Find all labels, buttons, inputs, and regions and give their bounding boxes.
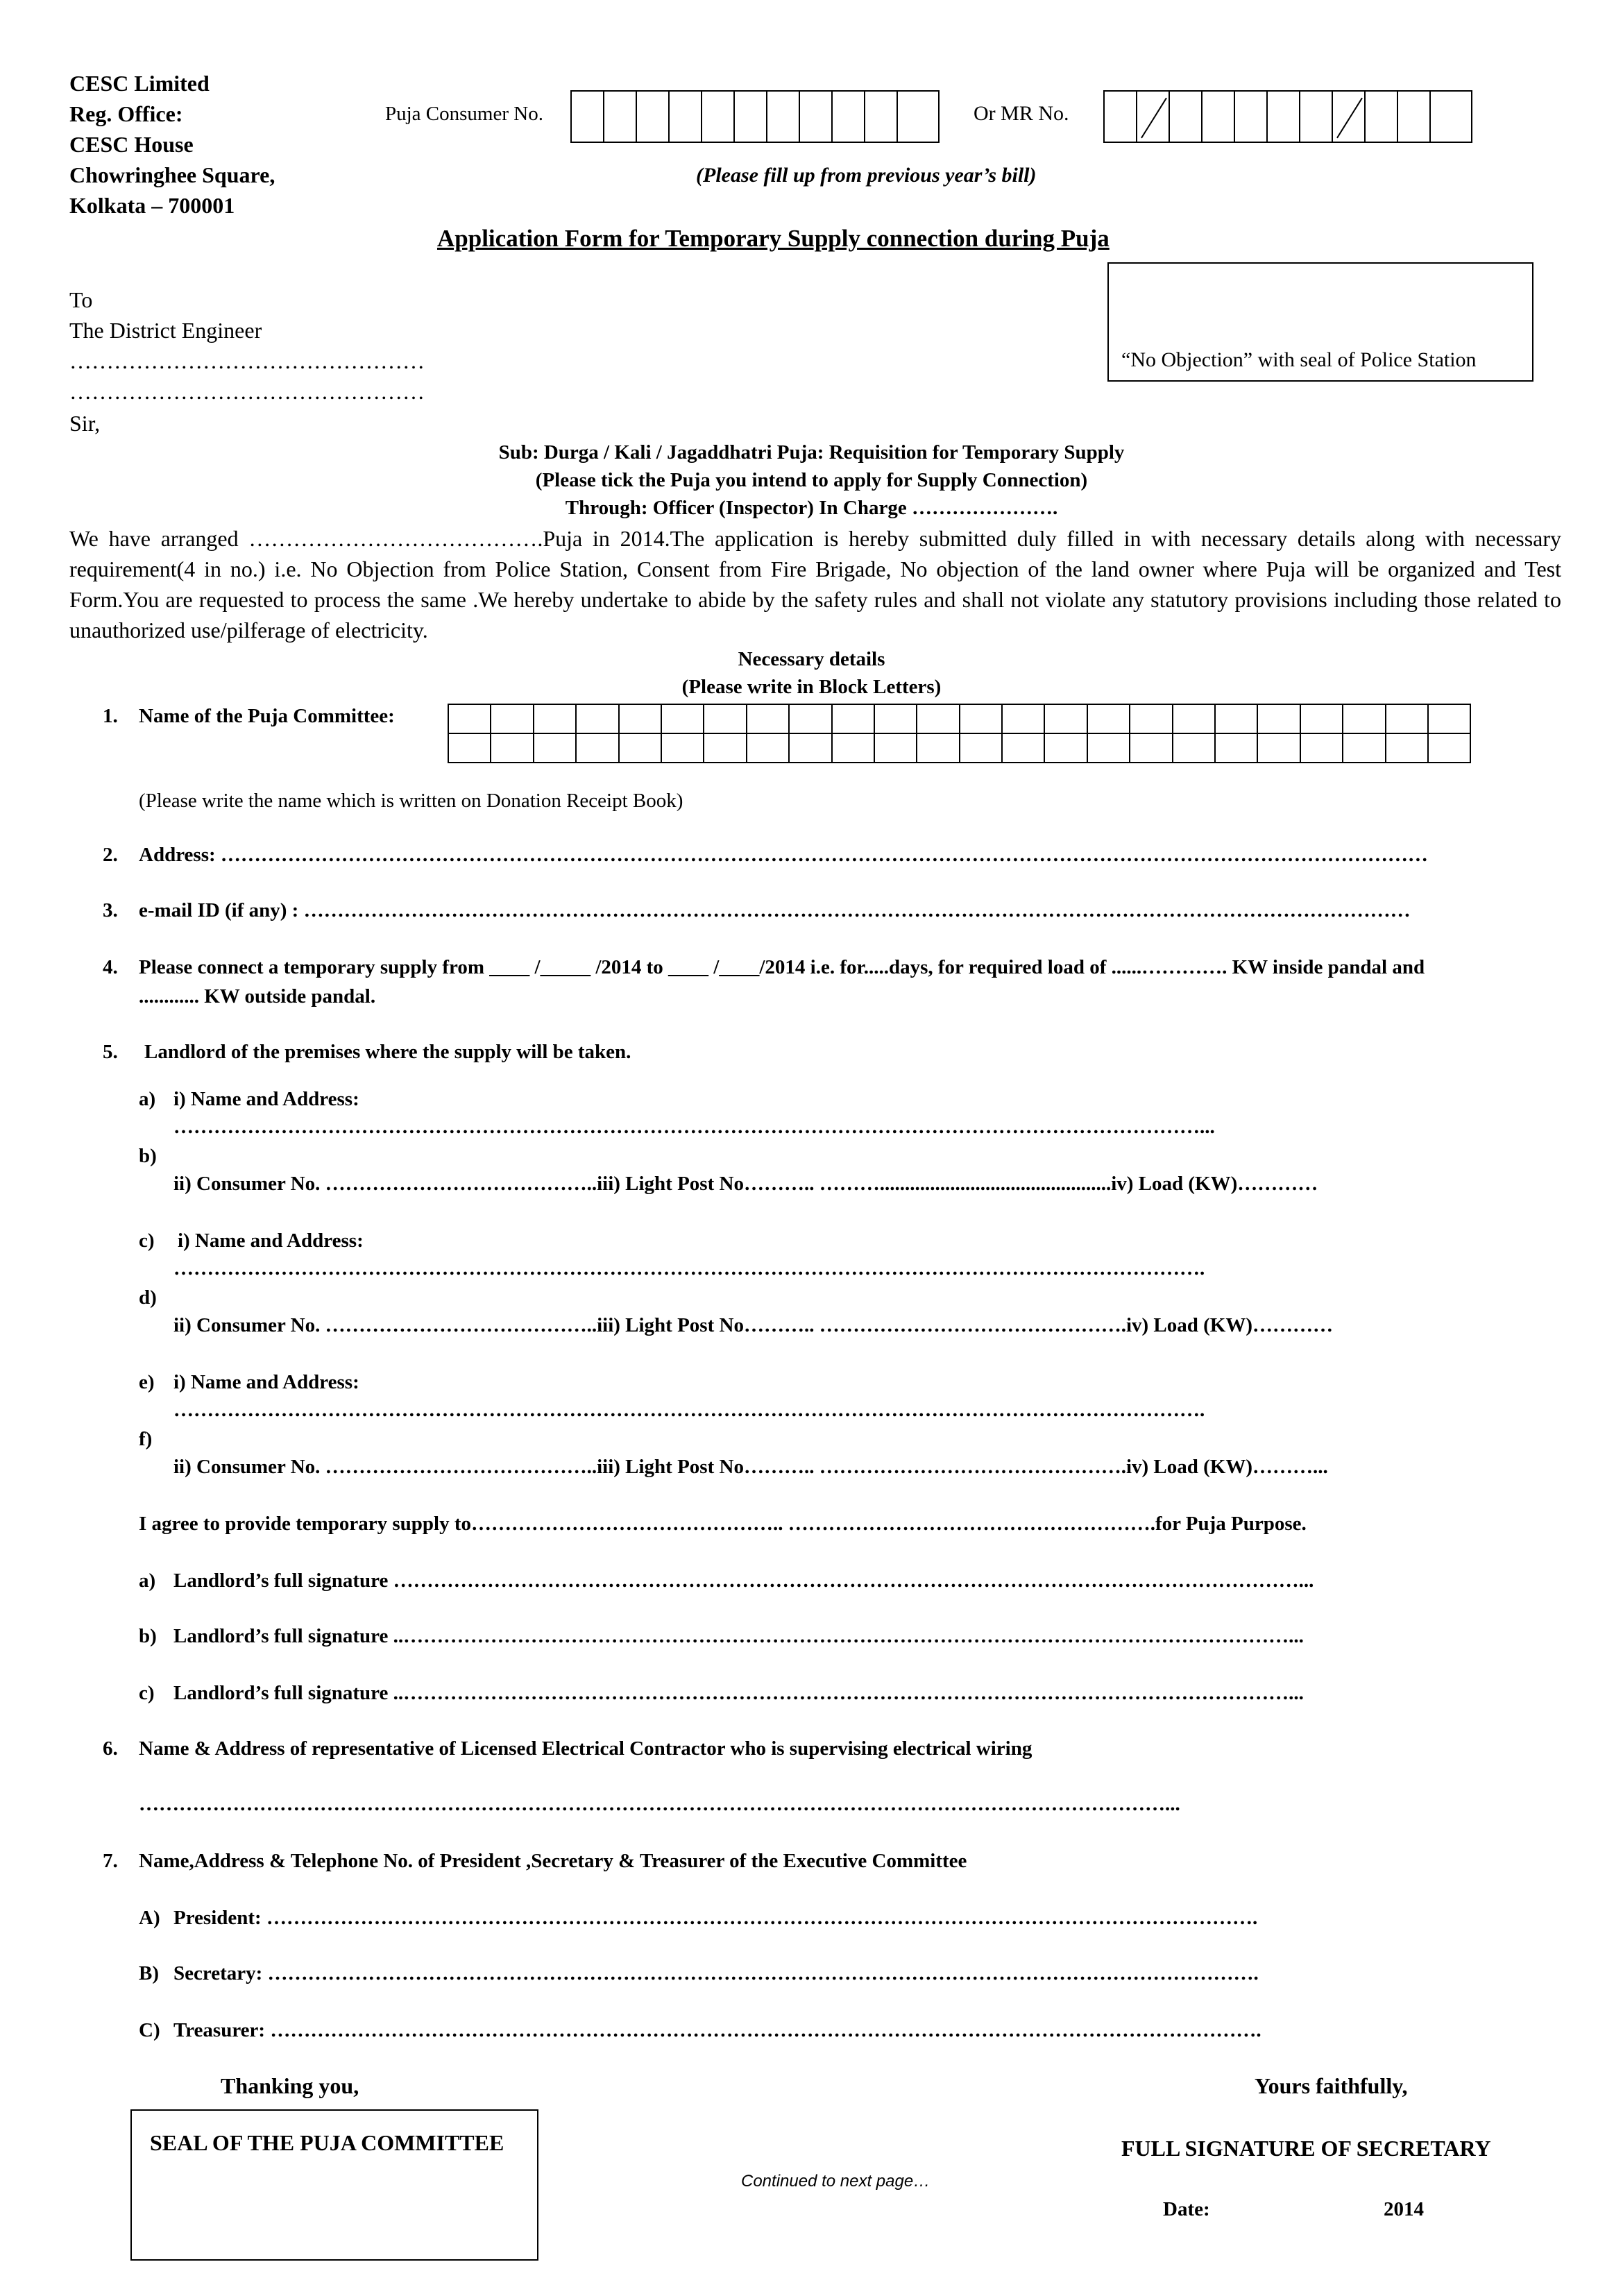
addressee-line-1[interactable]: …………………………………………	[69, 348, 425, 373]
puja-consumer-number-boxes[interactable]	[570, 90, 940, 143]
landlord-1-details-field[interactable]: ii) Consumer No. …………………………………..iii) Light Post No……….. ………..............................................iv) Load (KW)…………	[173, 1173, 1318, 1195]
landlord-1-letter-2: b)	[139, 1145, 157, 1167]
landlord-2-letter-2: d)	[139, 1286, 157, 1309]
company-city: Kolkata – 700001	[69, 193, 235, 218]
landlord-3-name-label: i) Name and Address:	[173, 1371, 359, 1393]
company-street: Chowringhee Square,	[69, 162, 275, 187]
police-noc-label: “No Objection” with seal of Police Station	[1121, 348, 1477, 371]
mr-no-label: Or MR No.	[974, 102, 1069, 125]
item-6-label: Name & Address of representative of Licensed Electrical Contractor who is supervising electrical wiring	[139, 1737, 1033, 1760]
committee-name-grid[interactable]	[448, 704, 1471, 763]
secretary-letter: B)	[139, 1962, 159, 1984]
police-noc-box[interactable]	[1107, 262, 1533, 382]
form-title: Application Form for Temporary Supply connection during Puja	[437, 225, 1110, 252]
item-5-label: Landlord of the premises where the supply will be taken.	[144, 1041, 631, 1063]
item-2-number: 2.	[103, 844, 118, 866]
landlord-3-letter: e)	[139, 1371, 155, 1393]
item-5-number: 5.	[103, 1041, 118, 1063]
item-3-number: 3.	[103, 899, 118, 921]
date-year[interactable]: 2014	[1384, 2198, 1424, 2220]
email-field[interactable]: e-mail ID (if any) : …………………………………………………………………………………………………………………………………………………	[139, 899, 1411, 921]
outside-load-field[interactable]: ............ KW outside pandal.	[139, 985, 376, 1007]
landlord-3-letter-2: f)	[139, 1428, 153, 1450]
subject-through: Through: Officer (Inspector) In Charge ………………….	[565, 497, 1058, 519]
landlord-1-name-field[interactable]: ………………………………………………………………………………………………………………………………………...	[173, 1116, 1215, 1138]
landlord-2-name-field[interactable]: ……………………………………………………………………………………………………………………………………….	[173, 1257, 1205, 1279]
treasurer-letter: C)	[139, 2019, 160, 2041]
signature-b-letter: b)	[139, 1625, 157, 1647]
secretary-field[interactable]: Secretary: ………………………………………………………………………………………………………………………………….	[173, 1962, 1259, 1984]
reg-office-label: Reg. Office:	[69, 101, 183, 126]
item-1-note: (Please write the name which is written on Donation Receipt Book)	[139, 790, 683, 812]
addressee-to: To	[69, 287, 93, 312]
item-1-number: 1.	[103, 705, 118, 727]
supply-period-field[interactable]: Please connect a temporary supply from ____ /_____ /2014 to ____ /____/2014 i.e. for.....days, for required load of ......…………. KW inside pandal and	[139, 956, 1425, 978]
details-heading: Necessary details	[738, 648, 885, 670]
signature-a-letter: a)	[139, 1570, 156, 1592]
secretary-signature-label: FULL SIGNATURE OF SECRETARY	[1121, 2136, 1491, 2161]
thanking-you: Thanking you,	[221, 2073, 359, 2098]
date-label: Date:	[1163, 2198, 1210, 2220]
puja-seal-box[interactable]	[130, 2109, 538, 2261]
body-paragraph: We have arranged ………………………………….Puja in 2014.The application is hereby submitted duly filled in with necessary details along with necessary requirement(4 in no.) i.e. No Objection from Police Station, Consent from Fire Brigade, No objection of the land owner where Puja will be organized and Test Form.You are requested to process the same .We hereby undertake to abide by the safety rules and shall not violate any statutory provisions including those related to unauthorized use/pilferage of electricity.	[69, 526, 1561, 643]
landlord-2-name-label: i) Name and Address:	[178, 1230, 364, 1252]
company-name: CESC Limited	[69, 71, 210, 96]
landlord-signature-b[interactable]: Landlord’s full signature ..……………………………………………………………………………………………………………………...	[173, 1625, 1304, 1647]
company-house: CESC House	[69, 132, 194, 157]
signature-c-letter: c)	[139, 1682, 155, 1704]
mr-number-boxes[interactable]	[1103, 90, 1472, 143]
addressee-title: The District Engineer	[69, 318, 262, 343]
landlord-3-details-field[interactable]: ii) Consumer No. …………………………………..iii) Light Post No……….. ……………………………………….iv) Load (KW)………...	[173, 1456, 1328, 1478]
president-field[interactable]: President: ………………………………………………………………………………………………………………………………….	[173, 1907, 1258, 1929]
puja-consumer-label: Puja Consumer No.	[385, 103, 543, 125]
landlord-3-name-field[interactable]: ……………………………………………………………………………………………………………………………………….	[173, 1399, 1205, 1421]
addressee-line-2[interactable]: …………………………………………	[69, 379, 425, 404]
president-letter: A)	[139, 1907, 160, 1929]
item-4-number: 4.	[103, 956, 118, 978]
subject-line: Sub: Durga / Kali / Jagaddhatri Puja: Requisition for Temporary Supply	[498, 441, 1125, 464]
landlord-1-name-label: i) Name and Address:	[173, 1088, 359, 1110]
salutation: Sir,	[69, 411, 101, 436]
continued-note: Continued to next page…	[741, 2172, 931, 2191]
landlord-signature-a[interactable]: Landlord’s full signature ………………………………………………………………………………………………………………………...	[173, 1570, 1314, 1592]
item-1-label: Name of the Puja Committee:	[139, 705, 395, 727]
seal-label: SEAL OF THE PUJA COMMITTEE	[150, 2130, 504, 2155]
item-7-label: Name,Address & Telephone No. of President ,Secretary & Treasurer of the Executive Committee	[139, 1850, 967, 1872]
landlord-2-details-field[interactable]: ii) Consumer No. …………………………………..iii) Light Post No……….. ……………………………………….iv) Load (KW)…………	[173, 1314, 1333, 1336]
details-subheading: (Please write in Block Letters)	[681, 676, 942, 698]
address-field[interactable]: Address: ………………………………………………………………………………………………………………………………………………………………	[139, 844, 1428, 866]
subject-tick-note: (Please tick the Puja you intend to apply for Supply Connection)	[535, 469, 1088, 491]
agree-statement[interactable]: I agree to provide temporary supply to……………………………………….. ……………………………………………….for Puja Purpose.	[139, 1513, 1307, 1535]
item-6-number: 6.	[103, 1737, 118, 1760]
contractor-field[interactable]: ………………………………………………………………………………………………………………………………………...	[139, 1793, 1180, 1815]
yours-faithfully: Yours faithfully,	[1255, 2073, 1408, 2098]
landlord-2-letter: c)	[139, 1230, 155, 1252]
bill-note: (Please fill up from previous year’s bill)	[696, 164, 1037, 187]
landlord-signature-c[interactable]: Landlord’s full signature ..……………………………………………………………………………………………………………………...	[173, 1682, 1304, 1704]
item-7-number: 7.	[103, 1850, 118, 1872]
landlord-1-letter: a)	[139, 1088, 156, 1110]
treasurer-field[interactable]: Treasurer: ………………………………………………………………………………………………………………………………….	[173, 2019, 1261, 2041]
